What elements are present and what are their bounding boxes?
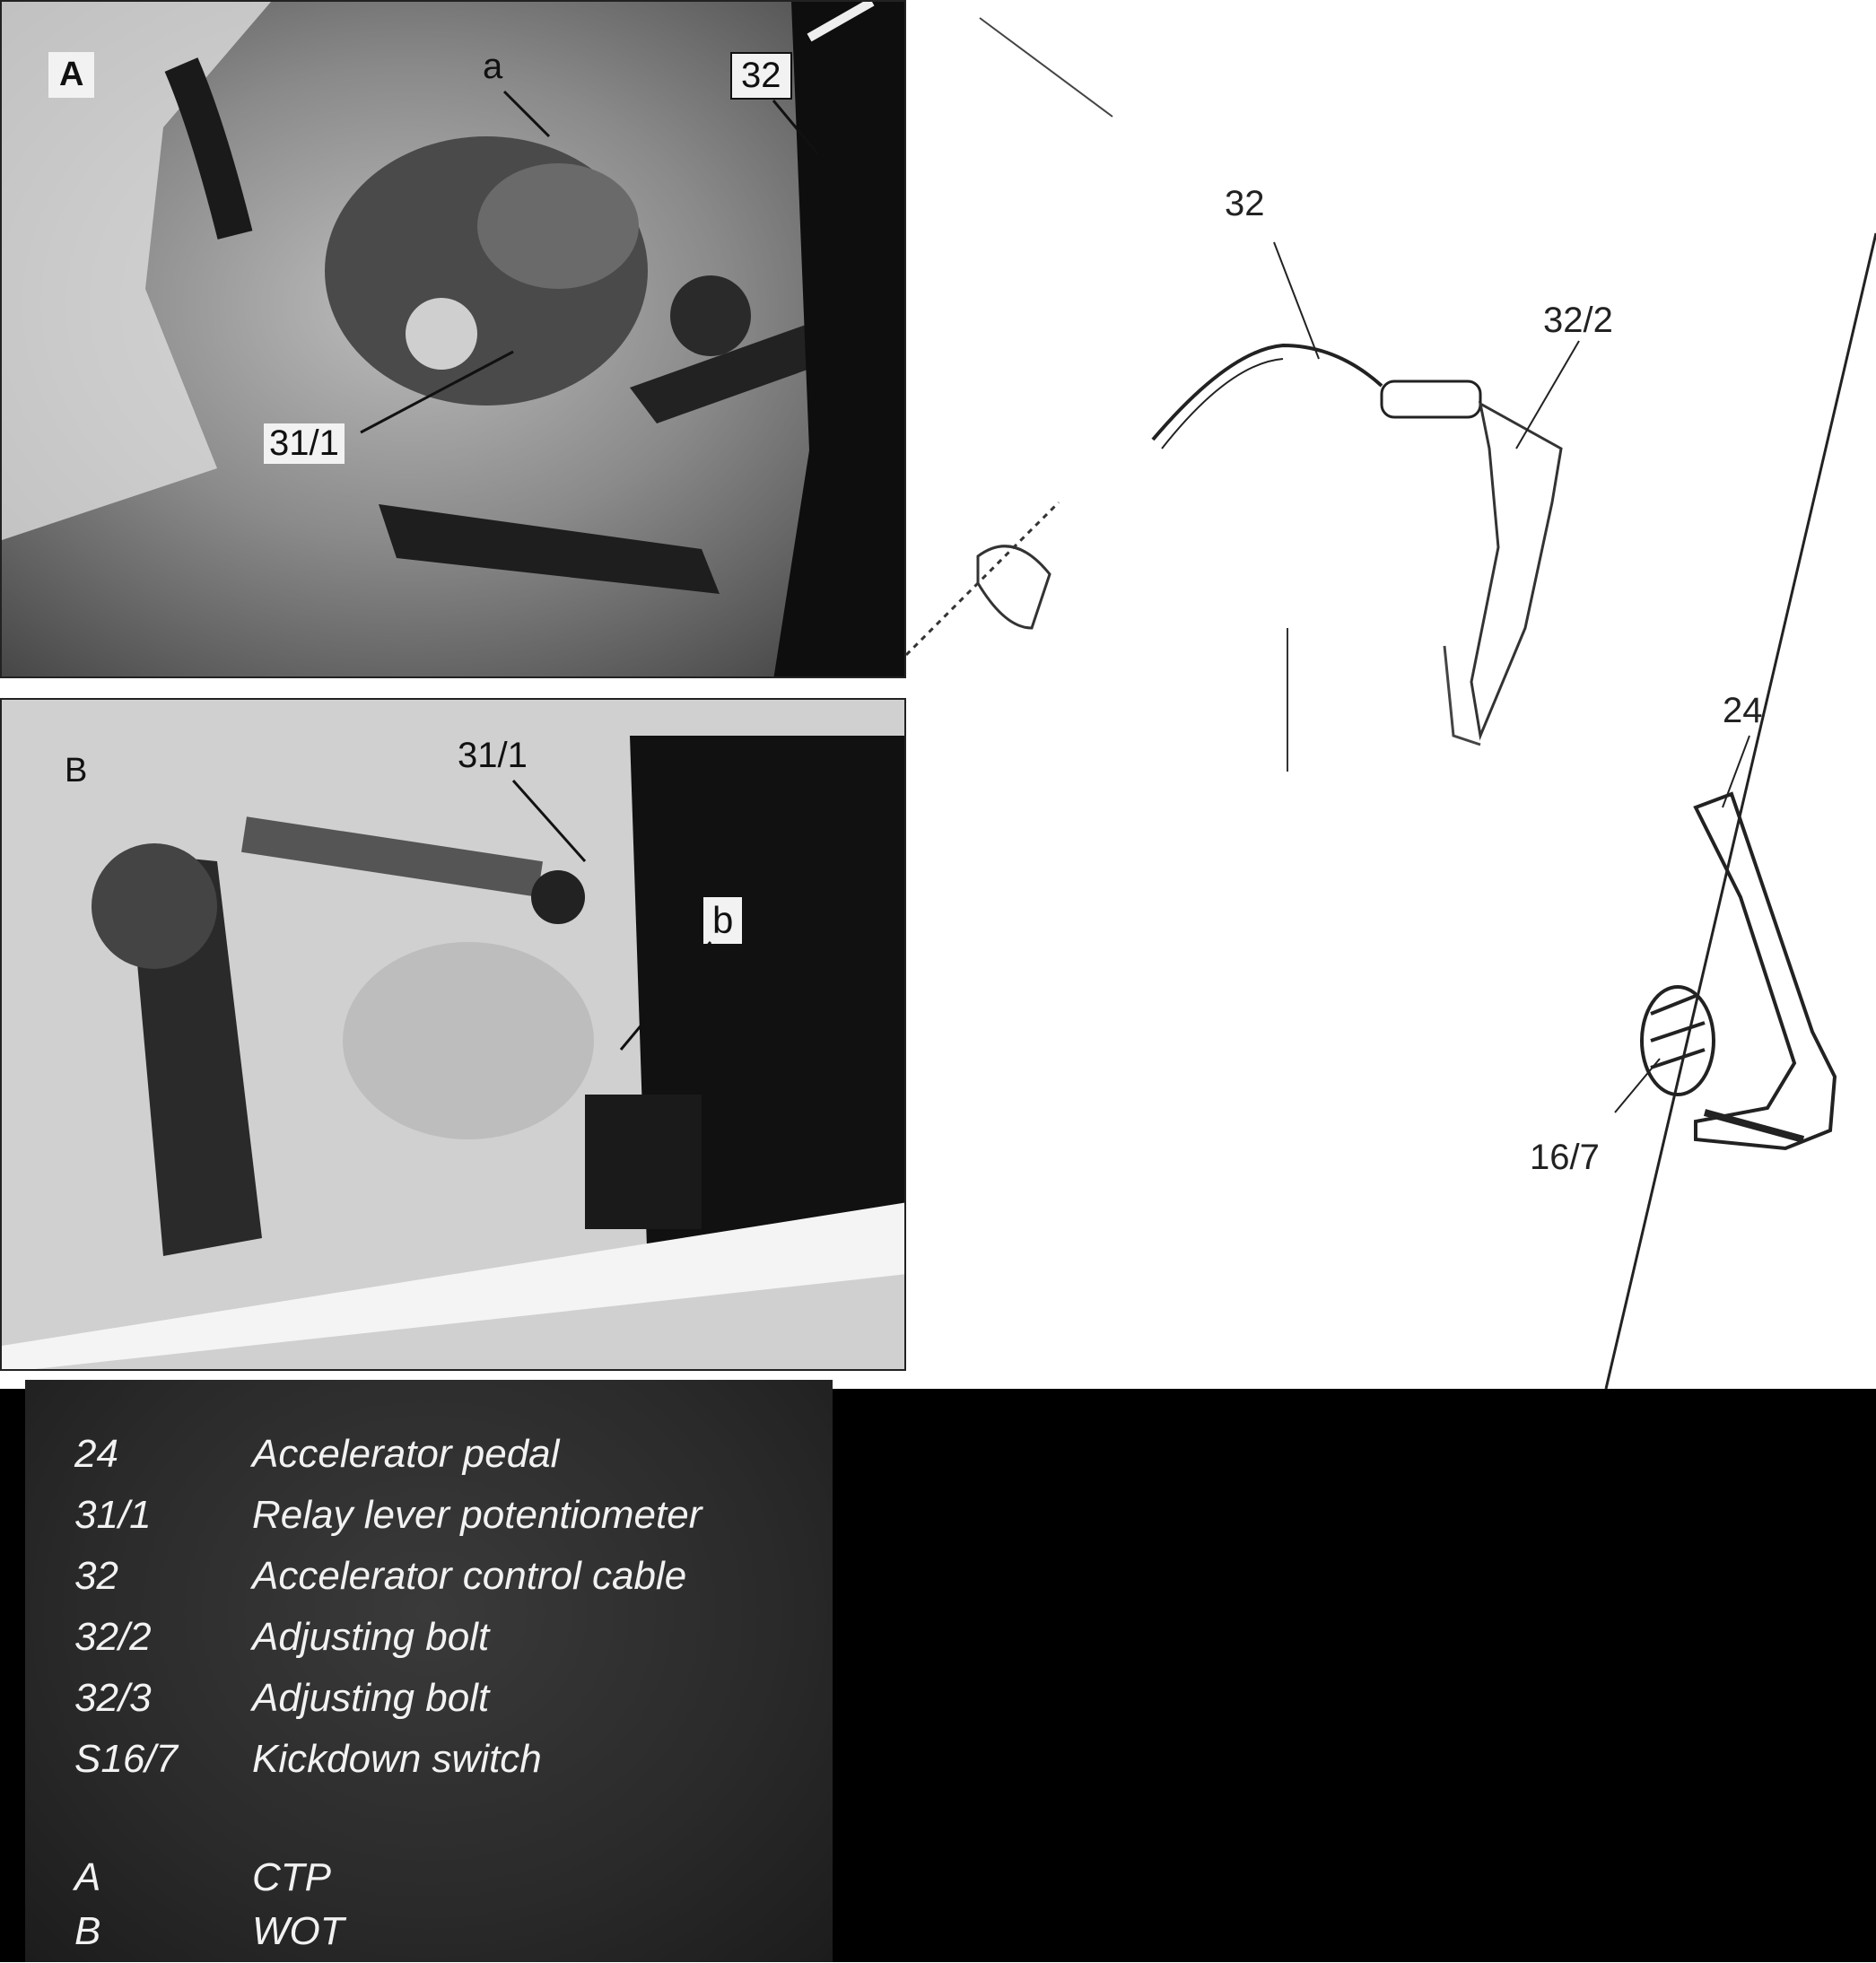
legend	[25, 1380, 833, 1962]
pedal-diagram	[906, 0, 1876, 1389]
legend-code: B	[74, 1909, 101, 1953]
legend-description: Kickdown switch	[252, 1737, 542, 1781]
photo-panel-b	[0, 698, 906, 1371]
legend-code: 32/3	[74, 1676, 152, 1720]
panel-letter-a: A	[48, 52, 94, 98]
legend-code: 24	[74, 1432, 118, 1476]
label-16-7: 16/7	[1530, 1138, 1600, 1177]
legend-description: Accelerator pedal	[252, 1432, 560, 1476]
photo-b-artwork	[2, 700, 906, 1371]
legend-description: Accelerator control cable	[252, 1554, 687, 1598]
label-32: 32	[1225, 184, 1265, 223]
panel-letter-b: B	[65, 752, 88, 790]
callout-b: b	[702, 895, 744, 946]
legend-description: CTP	[252, 1855, 331, 1899]
legend-code: 32	[74, 1554, 118, 1598]
label-32-2: 32/2	[1543, 301, 1613, 340]
callout-32: 32	[730, 52, 792, 100]
callout-31-1-b: 31/1	[458, 736, 528, 775]
callout-31-1: 31/1	[264, 423, 345, 464]
legend-description: Relay lever potentiometer	[252, 1493, 702, 1537]
legend-description: Adjusting bolt	[252, 1676, 490, 1720]
legend-code: 32/2	[74, 1615, 152, 1659]
legend-description: WOT	[252, 1909, 345, 1953]
label-24: 24	[1723, 691, 1763, 730]
callout-a: a	[483, 47, 503, 86]
legend-description: Adjusting bolt	[252, 1615, 490, 1659]
photo-a-artwork	[2, 2, 906, 678]
photo-panel-a	[0, 0, 906, 678]
legend-code: A	[74, 1855, 101, 1899]
legend-code: 31/1	[74, 1493, 152, 1537]
legend-code: S16/7	[74, 1737, 178, 1781]
